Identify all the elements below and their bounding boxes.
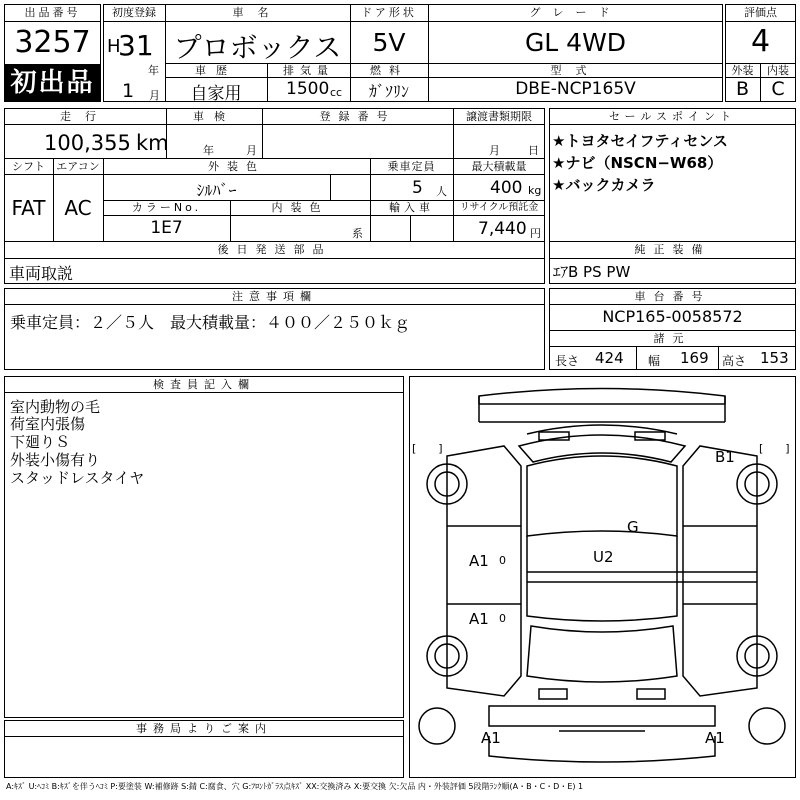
height-label: 高さ [722, 354, 747, 368]
divider [549, 241, 796, 242]
divider [165, 77, 723, 78]
color-no-label: カラーNo. [131, 201, 202, 214]
shift: FAT [11, 196, 46, 220]
reg-year: 31 [118, 29, 154, 62]
transfer-month-unit: 月 [489, 144, 500, 157]
door-type: 5V [372, 28, 406, 57]
office-label: 事務局よりご案内 [136, 722, 272, 735]
roof-outline [479, 389, 725, 405]
mark-u2: U2 [593, 548, 614, 566]
year-unit: 年 [148, 64, 159, 77]
divider [718, 346, 719, 370]
import-label: 輸入車 [389, 201, 434, 214]
reg-month: 1 [122, 80, 135, 102]
inspector-line: 荷室内張傷 [10, 415, 86, 433]
divider [4, 304, 545, 305]
divider [4, 124, 545, 125]
divider [330, 174, 331, 200]
inspection-label: 車検 [193, 110, 235, 123]
interior-suffix: 系 [352, 227, 363, 240]
color-no: 1E7 [150, 218, 183, 238]
later-parts-label: 後日発送部品 [217, 243, 332, 256]
divider [549, 330, 796, 331]
fuel: ｶﾞｿﾘﾝ [368, 82, 409, 101]
divider [549, 124, 796, 125]
notes-text: 乗車定員：２／５人 最大積載量：４００／２５０ｋｇ [10, 313, 411, 332]
insp-month-unit: 月 [246, 144, 257, 157]
sales-label: セールスポイント [608, 110, 736, 123]
capacity: 5 [412, 178, 423, 198]
exterior-grade: B [735, 78, 750, 100]
sales-item: ★ナビ（NSCN−W68） [552, 154, 723, 172]
load-unit: kg [528, 184, 542, 197]
displacement-label: 排気量 [283, 64, 334, 77]
history-label: 車歴 [195, 64, 237, 77]
divider [549, 258, 796, 259]
divider [4, 158, 545, 159]
spare-wheel-left [419, 708, 455, 744]
month-unit: 月 [149, 89, 160, 102]
plate-label: 登録番号 [319, 110, 396, 123]
inspector-line: スタッドレスタイヤ [10, 469, 145, 487]
width: 169 [680, 349, 709, 367]
divider [103, 21, 723, 22]
first-listing-badge: 初出品 [5, 65, 100, 101]
chassis-number: NCP165-0058572 [602, 307, 743, 326]
shift-label: シフト [12, 160, 45, 173]
door-label: ドア形状 [361, 6, 417, 19]
score-label: 評価点 [744, 6, 777, 19]
model-label: 型式 [550, 64, 601, 77]
divider [4, 21, 101, 22]
divider [4, 241, 545, 242]
interior-grade: C [771, 78, 785, 100]
rear-window [527, 626, 677, 682]
transfer-label: 譲渡書類期限 [466, 110, 532, 123]
width-label: 幅 [648, 354, 661, 368]
displacement-unit: cc [330, 86, 343, 99]
capacity-label: 乗車定員 [387, 160, 436, 173]
later-parts: 車両取説 [9, 264, 74, 283]
right-door-line [683, 526, 757, 604]
ac: AC [64, 196, 92, 220]
capacity-unit: 人 [436, 185, 447, 198]
divider [549, 346, 796, 347]
mark-a1: A1 [469, 610, 489, 628]
recycle-label: リサイクル預託金 [459, 202, 539, 213]
divider [549, 304, 796, 305]
inspector-label: 検査員記入欄 [153, 378, 255, 391]
recycle: 7,440 [478, 219, 527, 239]
mark-b1: B1 [715, 448, 735, 466]
rear-light-left [539, 689, 567, 699]
mark-a1: A1 [705, 729, 725, 747]
mileage-label: 走行 [60, 110, 110, 123]
divider [4, 392, 404, 393]
spare-wheel-right [749, 708, 785, 744]
car-diagram [409, 376, 796, 778]
exterior-label: 外装 [731, 64, 754, 77]
interior-label: 内装 [767, 64, 789, 77]
ac-label: エアコン [56, 160, 100, 173]
divider [4, 174, 545, 175]
roof-line [527, 572, 757, 582]
car-name-label: 車名 [232, 6, 283, 19]
chassis-label: 車台番号 [634, 290, 711, 303]
inspector-line: 室内動物の毛 [10, 398, 101, 416]
body-center [527, 456, 677, 536]
legend: A:ｷｽﾞ U:ﾍｺﾐ B:ｷｽﾞを伴うﾍｺﾐ P:要塗装 W:補修跡 S:錆 C:腐食、穴 G:ﾌﾛﾝﾄｶﾞﾗｽ点ｷｽﾞ XX:交換済み X:要交換 欠:欠品 内・外装評価 5段階ﾗﾝｸ順(A・B・C・D・E) 1 [6, 782, 584, 791]
mileage: 100,355 [44, 131, 131, 155]
divider [410, 215, 411, 241]
color: ｼﾙﾊﾞｰ [196, 181, 237, 200]
inspector-line: 外装小傷有り [10, 451, 101, 469]
sales-item: ★トヨタセイフティセンス [552, 132, 728, 150]
bracket-right: [ ] [759, 442, 790, 455]
dims-label: 諸元 [653, 332, 692, 345]
car-name: プロボックス [173, 31, 342, 64]
mileage-unit: km [136, 131, 169, 155]
lot-number: 3257 [14, 25, 91, 60]
displacement: 1500 [286, 79, 330, 99]
mark-a1: A1 [469, 552, 489, 570]
windshield [519, 435, 685, 462]
divider [4, 736, 404, 737]
interior-color-label: 内装色 [271, 201, 329, 214]
mark-a1: A1 [481, 729, 501, 747]
grade: GL 4WD [524, 28, 627, 57]
inspector-line: 下廻りＳ [10, 433, 71, 451]
genuine-label: 純正装備 [634, 243, 711, 256]
length-label: 長さ [555, 354, 580, 368]
sales-item: ★バックカメラ [552, 176, 656, 194]
load-label: 最大積載量 [471, 160, 527, 173]
rear-bumper [489, 706, 715, 726]
height: 153 [760, 349, 789, 367]
front-bumper-top [479, 396, 725, 422]
recycle-unit: 円 [530, 227, 541, 240]
first-reg-label: 初度登録 [112, 6, 156, 19]
bracket-left: [ ] [412, 442, 443, 455]
genuine-equipment: ｴｱB PS PW [553, 263, 631, 281]
rear-light-right [637, 689, 665, 699]
divider [725, 21, 796, 22]
rear-lower [489, 736, 715, 762]
grade-label: グレード [529, 6, 622, 19]
lot-label: 出品番号 [24, 6, 81, 19]
divider [103, 215, 545, 216]
mark-zero: 0 [499, 612, 506, 625]
era: H [107, 36, 121, 57]
mark-g: G [627, 518, 639, 536]
insp-year-unit: 年 [203, 144, 214, 157]
history: 自家用 [190, 84, 242, 104]
transfer-day-unit: 日 [528, 144, 539, 157]
load: 400 [490, 178, 523, 198]
divider [4, 258, 545, 259]
model: DBE-NCP165V [515, 79, 636, 99]
notes-label: 注意事項欄 [232, 290, 317, 303]
score: 4 [750, 24, 771, 59]
mark-zero: 0 [499, 554, 506, 567]
color-label: 外装色 [208, 160, 265, 173]
length: 424 [595, 349, 624, 367]
divider [636, 346, 637, 370]
fuel-label: 燃料 [370, 64, 408, 77]
